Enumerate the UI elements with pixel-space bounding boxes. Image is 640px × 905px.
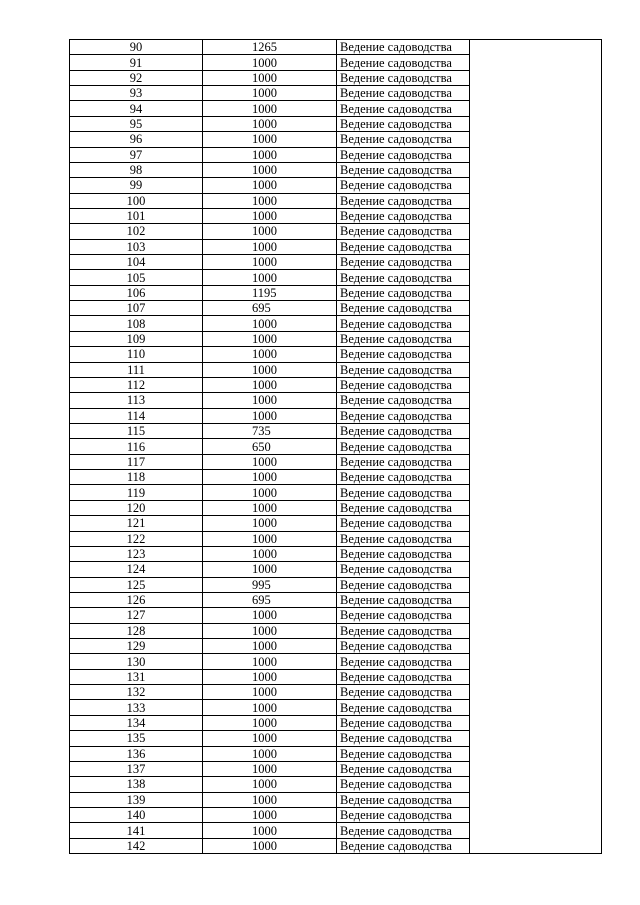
permitted-use-cell: Ведение садоводства: [337, 592, 470, 607]
note-cell: [470, 162, 602, 177]
note-cell: [470, 792, 602, 807]
permitted-use-cell: Ведение садоводства: [337, 562, 470, 577]
permitted-use-cell: Ведение садоводства: [337, 792, 470, 807]
table-row: [70, 408, 602, 423]
permitted-use-cell: Ведение садоводства: [337, 101, 470, 116]
note-cell: [470, 55, 602, 70]
plot-number-cell: 101: [70, 208, 203, 223]
permitted-use-cell: Ведение садоводства: [337, 40, 470, 55]
note-cell: [470, 70, 602, 85]
plot-area-cell: 1000: [203, 377, 337, 392]
table-row: [70, 439, 602, 454]
note-cell: [470, 639, 602, 654]
plot-area-cell: 1000: [203, 761, 337, 776]
plot-area-cell: 1000: [203, 546, 337, 561]
table-row: [70, 423, 602, 438]
plot-area-cell: 1000: [203, 331, 337, 346]
note-cell: [470, 423, 602, 438]
permitted-use-cell: Ведение садоводства: [337, 224, 470, 239]
permitted-use-cell: Ведение садоводства: [337, 761, 470, 776]
note-cell: [470, 838, 602, 853]
plot-area-cell: 1000: [203, 516, 337, 531]
plot-area-cell: 1000: [203, 807, 337, 822]
plot-area-cell: 695: [203, 301, 337, 316]
permitted-use-cell: Ведение садоводства: [337, 516, 470, 531]
note-cell: [470, 746, 602, 761]
table-row: [70, 838, 602, 853]
table-row: [70, 761, 602, 776]
note-cell: [470, 193, 602, 208]
note-cell: [470, 715, 602, 730]
plot-area-cell: 735: [203, 423, 337, 438]
plot-number-cell: 128: [70, 623, 203, 638]
note-cell: [470, 132, 602, 147]
permitted-use-cell: Ведение садоводства: [337, 316, 470, 331]
document-page: [69, 39, 602, 854]
plot-number-cell: 100: [70, 193, 203, 208]
permitted-use-cell: Ведение садоводства: [337, 70, 470, 85]
note-cell: [470, 623, 602, 638]
permitted-use-cell: Ведение садоводства: [337, 132, 470, 147]
plot-number-cell: 96: [70, 132, 203, 147]
plot-area-cell: 1000: [203, 531, 337, 546]
note-cell: [470, 301, 602, 316]
permitted-use-cell: Ведение садоводства: [337, 301, 470, 316]
plot-number-cell: 105: [70, 270, 203, 285]
note-cell: [470, 807, 602, 822]
note-cell: [470, 86, 602, 101]
permitted-use-cell: Ведение садоводства: [337, 669, 470, 684]
note-cell: [470, 546, 602, 561]
plot-area-cell: 1000: [203, 654, 337, 669]
table-row: [70, 807, 602, 822]
permitted-use-cell: Ведение садоводства: [337, 86, 470, 101]
plot-number-cell: 142: [70, 838, 203, 853]
permitted-use-cell: Ведение садоводства: [337, 700, 470, 715]
plot-number-cell: 109: [70, 331, 203, 346]
plot-area-cell: 1000: [203, 116, 337, 131]
table-row: [70, 193, 602, 208]
plot-area-cell: 1000: [203, 623, 337, 638]
table-row: [70, 347, 602, 362]
note-cell: [470, 454, 602, 469]
permitted-use-cell: Ведение садоводства: [337, 746, 470, 761]
permitted-use-cell: Ведение садоводства: [337, 377, 470, 392]
note-cell: [470, 577, 602, 592]
table-row: [70, 70, 602, 85]
table-row: [70, 316, 602, 331]
plot-area-cell: 1000: [203, 224, 337, 239]
plot-area-cell: 995: [203, 577, 337, 592]
permitted-use-cell: Ведение садоводства: [337, 715, 470, 730]
plot-number-cell: 111: [70, 362, 203, 377]
table-row: [70, 255, 602, 270]
permitted-use-cell: Ведение садоводства: [337, 654, 470, 669]
table-row: [70, 454, 602, 469]
table-row: [70, 101, 602, 116]
permitted-use-cell: Ведение садоводства: [337, 454, 470, 469]
note-cell: [470, 101, 602, 116]
plot-number-cell: 119: [70, 485, 203, 500]
permitted-use-cell: Ведение садоводства: [337, 331, 470, 346]
table-row: [70, 685, 602, 700]
permitted-use-cell: Ведение садоводства: [337, 577, 470, 592]
note-cell: [470, 316, 602, 331]
note-cell: [470, 331, 602, 346]
note-cell: [470, 516, 602, 531]
plot-number-cell: 134: [70, 715, 203, 730]
plot-area-cell: 1000: [203, 239, 337, 254]
permitted-use-cell: Ведение садоводства: [337, 470, 470, 485]
permitted-use-cell: Ведение садоводства: [337, 239, 470, 254]
plot-area-cell: 1000: [203, 162, 337, 177]
plot-number-cell: 90: [70, 40, 203, 55]
table-row: [70, 470, 602, 485]
plot-area-cell: 1000: [203, 454, 337, 469]
plot-number-cell: 97: [70, 147, 203, 162]
plot-area-cell: 1000: [203, 178, 337, 193]
plot-number-cell: 102: [70, 224, 203, 239]
note-cell: [470, 823, 602, 838]
permitted-use-cell: Ведение садоводства: [337, 423, 470, 438]
plot-area-cell: 1000: [203, 777, 337, 792]
plot-number-cell: 137: [70, 761, 203, 776]
plot-area-cell: 1000: [203, 685, 337, 700]
table-row: [70, 592, 602, 607]
permitted-use-cell: Ведение садоводства: [337, 485, 470, 500]
note-cell: [470, 208, 602, 223]
table-row: [70, 500, 602, 515]
plot-area-cell: 650: [203, 439, 337, 454]
plot-area-cell: 1000: [203, 208, 337, 223]
table-row: [70, 285, 602, 300]
note-cell: [470, 761, 602, 776]
plot-number-cell: 106: [70, 285, 203, 300]
plot-area-cell: 1000: [203, 562, 337, 577]
permitted-use-cell: Ведение садоводства: [337, 362, 470, 377]
table-row: [70, 147, 602, 162]
permitted-use-cell: Ведение садоводства: [337, 162, 470, 177]
plot-number-cell: 135: [70, 731, 203, 746]
note-cell: [470, 439, 602, 454]
plot-number-cell: 115: [70, 423, 203, 438]
note-cell: [470, 147, 602, 162]
plot-number-cell: 121: [70, 516, 203, 531]
permitted-use-cell: Ведение садоводства: [337, 393, 470, 408]
table-row: [70, 623, 602, 638]
permitted-use-cell: Ведение садоводства: [337, 147, 470, 162]
plot-number-cell: 127: [70, 608, 203, 623]
plot-area-cell: 1000: [203, 608, 337, 623]
permitted-use-cell: Ведение садоводства: [337, 608, 470, 623]
table-row: [70, 132, 602, 147]
table-row: [70, 224, 602, 239]
note-cell: [470, 669, 602, 684]
permitted-use-cell: Ведение садоводства: [337, 408, 470, 423]
note-cell: [470, 270, 602, 285]
permitted-use-cell: Ведение садоводства: [337, 838, 470, 853]
permitted-use-cell: Ведение садоводства: [337, 55, 470, 70]
note-cell: [470, 408, 602, 423]
plot-area-cell: 1000: [203, 193, 337, 208]
note-cell: [470, 470, 602, 485]
table-row: [70, 116, 602, 131]
table-row: [70, 86, 602, 101]
plot-area-cell: 1000: [203, 101, 337, 116]
plot-area-cell: 1000: [203, 132, 337, 147]
permitted-use-cell: Ведение садоводства: [337, 623, 470, 638]
table-row: [70, 700, 602, 715]
plot-area-cell: 1000: [203, 470, 337, 485]
plot-area-cell: 1000: [203, 639, 337, 654]
table-row: [70, 639, 602, 654]
plot-number-cell: 131: [70, 669, 203, 684]
table-row: [70, 777, 602, 792]
plot-number-cell: 113: [70, 393, 203, 408]
plot-number-cell: 116: [70, 439, 203, 454]
plot-area-cell: 1000: [203, 700, 337, 715]
note-cell: [470, 224, 602, 239]
permitted-use-cell: Ведение садоводства: [337, 807, 470, 822]
permitted-use-cell: Ведение садоводства: [337, 500, 470, 515]
note-cell: [470, 393, 602, 408]
note-cell: [470, 285, 602, 300]
table-row: [70, 485, 602, 500]
plot-area-cell: 1000: [203, 823, 337, 838]
plot-number-cell: 110: [70, 347, 203, 362]
plot-number-cell: 95: [70, 116, 203, 131]
table-row: [70, 55, 602, 70]
note-cell: [470, 178, 602, 193]
table-row: [70, 669, 602, 684]
table-row: [70, 746, 602, 761]
plot-number-cell: 118: [70, 470, 203, 485]
table-row: [70, 162, 602, 177]
plot-number-cell: 133: [70, 700, 203, 715]
note-cell: [470, 362, 602, 377]
note-cell: [470, 500, 602, 515]
plot-number-cell: 138: [70, 777, 203, 792]
table-row: [70, 577, 602, 592]
plot-number-cell: 122: [70, 531, 203, 546]
note-cell: [470, 40, 602, 55]
table-row: [70, 178, 602, 193]
note-cell: [470, 608, 602, 623]
permitted-use-cell: Ведение садоводства: [337, 208, 470, 223]
plot-area-cell: 1000: [203, 408, 337, 423]
table-body: [70, 40, 602, 854]
table-row: [70, 531, 602, 546]
plot-number-cell: 108: [70, 316, 203, 331]
permitted-use-cell: Ведение садоводства: [337, 823, 470, 838]
plot-area-cell: 1000: [203, 393, 337, 408]
plot-number-cell: 130: [70, 654, 203, 669]
permitted-use-cell: Ведение садоводства: [337, 546, 470, 561]
permitted-use-cell: Ведение садоводства: [337, 178, 470, 193]
plot-area-cell: 1000: [203, 55, 337, 70]
plot-number-cell: 92: [70, 70, 203, 85]
plot-area-cell: 1000: [203, 669, 337, 684]
plot-area-cell: 1000: [203, 838, 337, 853]
table-row: [70, 562, 602, 577]
plot-number-cell: 136: [70, 746, 203, 761]
table-row: [70, 208, 602, 223]
note-cell: [470, 685, 602, 700]
table-row: [70, 377, 602, 392]
plot-number-cell: 132: [70, 685, 203, 700]
plot-number-cell: 91: [70, 55, 203, 70]
plot-number-cell: 103: [70, 239, 203, 254]
permitted-use-cell: Ведение садоводства: [337, 255, 470, 270]
note-cell: [470, 562, 602, 577]
plot-area-cell: 1000: [203, 715, 337, 730]
plot-area-cell: 1000: [203, 86, 337, 101]
plot-area-cell: 1000: [203, 270, 337, 285]
plot-area-cell: 1000: [203, 731, 337, 746]
plot-area-cell: 1000: [203, 316, 337, 331]
table-row: [70, 715, 602, 730]
table-row: [70, 546, 602, 561]
note-cell: [470, 531, 602, 546]
table-row: [70, 516, 602, 531]
plot-area-cell: 1000: [203, 362, 337, 377]
permitted-use-cell: Ведение садоводства: [337, 439, 470, 454]
note-cell: [470, 777, 602, 792]
permitted-use-cell: Ведение садоводства: [337, 531, 470, 546]
plot-area-cell: 1000: [203, 70, 337, 85]
plot-number-cell: 107: [70, 301, 203, 316]
plot-area-cell: 1000: [203, 147, 337, 162]
plot-number-cell: 112: [70, 377, 203, 392]
plot-area-cell: 1000: [203, 485, 337, 500]
permitted-use-cell: Ведение садоводства: [337, 777, 470, 792]
plot-area-cell: 1000: [203, 255, 337, 270]
plot-area-cell: 1000: [203, 500, 337, 515]
plot-number-cell: 125: [70, 577, 203, 592]
plot-number-cell: 141: [70, 823, 203, 838]
plot-number-cell: 124: [70, 562, 203, 577]
table-row: [70, 362, 602, 377]
plot-number-cell: 93: [70, 86, 203, 101]
table-row: [70, 792, 602, 807]
permitted-use-cell: Ведение садоводства: [337, 731, 470, 746]
plot-number-cell: 120: [70, 500, 203, 515]
plot-area-cell: 1265: [203, 40, 337, 55]
note-cell: [470, 116, 602, 131]
plot-number-cell: 117: [70, 454, 203, 469]
plot-number-cell: 126: [70, 592, 203, 607]
plot-number-cell: 123: [70, 546, 203, 561]
table-row: [70, 40, 602, 55]
plot-number-cell: 98: [70, 162, 203, 177]
table-row: [70, 731, 602, 746]
permitted-use-cell: Ведение садоводства: [337, 116, 470, 131]
plot-number-cell: 129: [70, 639, 203, 654]
plot-number-cell: 94: [70, 101, 203, 116]
note-cell: [470, 700, 602, 715]
table-row: [70, 270, 602, 285]
note-cell: [470, 592, 602, 607]
table-row: [70, 239, 602, 254]
table-row: [70, 608, 602, 623]
permitted-use-cell: Ведение садоводства: [337, 270, 470, 285]
note-cell: [470, 377, 602, 392]
plot-number-cell: 114: [70, 408, 203, 423]
note-cell: [470, 485, 602, 500]
note-cell: [470, 255, 602, 270]
plot-area-cell: 695: [203, 592, 337, 607]
land-plots-table: [69, 39, 602, 854]
table-row: [70, 393, 602, 408]
permitted-use-cell: Ведение садоводства: [337, 685, 470, 700]
plot-area-cell: 1195: [203, 285, 337, 300]
plot-number-cell: 104: [70, 255, 203, 270]
table-row: [70, 301, 602, 316]
note-cell: [470, 731, 602, 746]
note-cell: [470, 347, 602, 362]
note-cell: [470, 654, 602, 669]
plot-number-cell: 140: [70, 807, 203, 822]
permitted-use-cell: Ведение садоводства: [337, 285, 470, 300]
permitted-use-cell: Ведение садоводства: [337, 193, 470, 208]
plot-area-cell: 1000: [203, 347, 337, 362]
plot-area-cell: 1000: [203, 746, 337, 761]
permitted-use-cell: Ведение садоводства: [337, 347, 470, 362]
note-cell: [470, 239, 602, 254]
plot-number-cell: 99: [70, 178, 203, 193]
table-row: [70, 654, 602, 669]
plot-number-cell: 139: [70, 792, 203, 807]
table-row: [70, 823, 602, 838]
permitted-use-cell: Ведение садоводства: [337, 639, 470, 654]
table-row: [70, 331, 602, 346]
plot-area-cell: 1000: [203, 792, 337, 807]
